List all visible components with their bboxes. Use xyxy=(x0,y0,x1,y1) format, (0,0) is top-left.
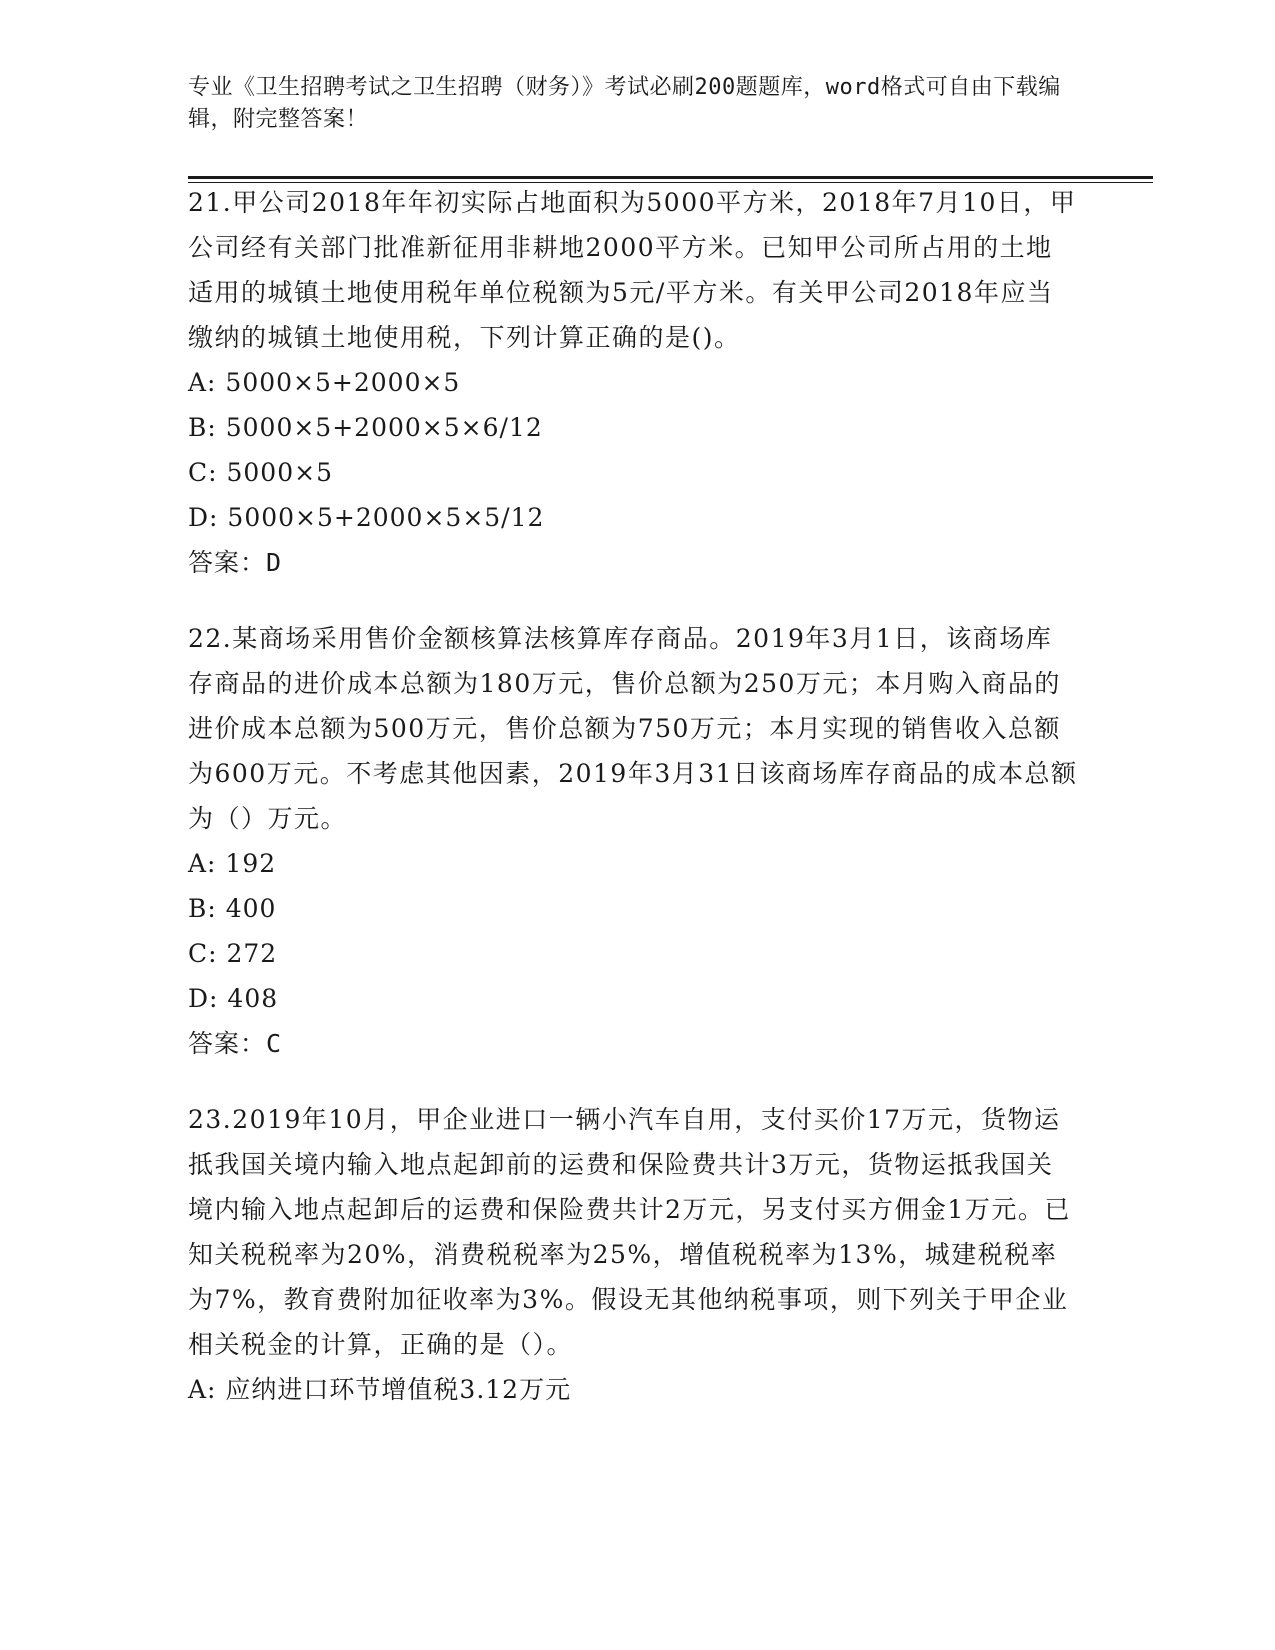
question-stem: 21.甲公司2018年年初实际占地面积为5000平方米，2018年7月10日，甲公司经有关部门批准新征用非耕地2000平方米。已知甲公司所占用的土地适用的城镇土地使用税年单位税额为5元/平方米。有关甲公司2018年应当缴纳的城镇土地使用税，下列计算正确的是()。 xyxy=(188,188,1077,352)
document-header: 专业《卫生招聘考试之卫生招聘（财务）》考试必刷200题题库，word格式可自由下载编辑，附完整答案！ xyxy=(188,75,1061,132)
question-stem: 22.某商场采用售价金额核算法核算库存商品。2019年3月1日，该商场库存商品的进价成本总额为180万元，售价总额为250万元；本月购入商品的进价成本总额为500万元，售价总额为750万元；本月实现的销售收入总额为600万元。不考虑其他因素，2019年3月31日该商场库存商品的成本总额为（）万元。 xyxy=(188,624,1078,833)
option-b: B: 5000×5+2000×5×6/12 xyxy=(188,413,543,442)
question-23 xyxy=(188,1097,1078,1412)
answer: 答案：C xyxy=(188,1029,283,1058)
option-d: D: 5000×5+2000×5×5/12 xyxy=(188,503,545,532)
option-a: A: 5000×5+2000×5 xyxy=(188,368,461,397)
option-c: C: 272 xyxy=(188,939,278,968)
option-a: A: 192 xyxy=(188,849,277,878)
answer: 答案：D xyxy=(188,548,283,577)
option-b: B: 400 xyxy=(188,894,277,923)
option-c: C: 5000×5 xyxy=(188,458,333,487)
header-divider-thick xyxy=(188,176,1153,179)
option-d: D: 408 xyxy=(188,984,279,1013)
question-21 xyxy=(188,180,1078,585)
question-stem: 23.2019年10月，甲企业进口一辆小汽车自用，支付买价17万元，货物运抵我国关境内输入地点起卸前的运费和保险费共计3万元，货物运抵我国关境内输入地点起卸后的运费和保险费共计2万元，另支付买方佣金1万元。已知关税税率为20%，消费税税率为25%，增值税税率为13%，城建税税率为7%，教育费附加征收率为3%。假设无其他纳税事项，则下列关于甲企业相关税金的计算，正确的是（）。 xyxy=(188,1105,1071,1359)
question-22 xyxy=(188,616,1078,1066)
option-a: A: 应纳进口环节增值税3.12万元 xyxy=(188,1375,572,1404)
